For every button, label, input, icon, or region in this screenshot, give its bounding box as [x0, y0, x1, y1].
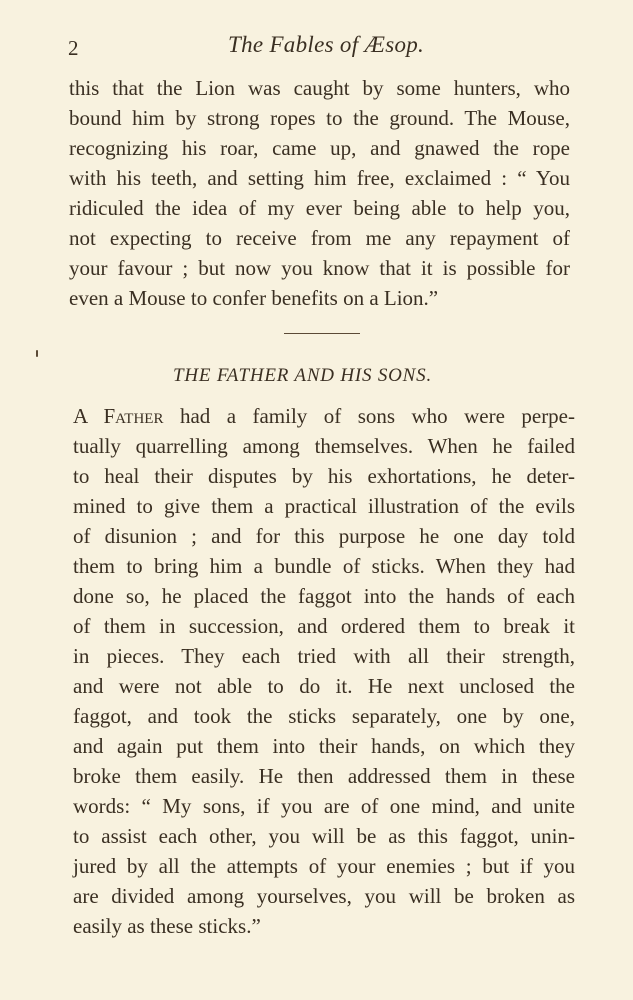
text-line: your favour ; but now you know that it is possible for: [69, 256, 570, 280]
text-line: even a Mouse to confer benefits on a Lion.”: [69, 286, 439, 310]
text-line: jured by all the attempts of your enemies ; but if you: [73, 854, 575, 878]
text-line: and again put them into their hands, on which they: [73, 734, 575, 758]
text-line: bound him by strong ropes to the ground. The Mouse,: [69, 106, 570, 130]
text-line-first: [73, 401, 575, 431]
text-line: this that the Lion was caught by some hunters, who: [69, 76, 570, 100]
text-line: recognizing his roar, came up, and gnawed the rope: [69, 136, 570, 160]
text-line: with his teeth, and setting him free, exclaimed : “ You: [69, 166, 570, 190]
first-line-rest: had a family of sons who were perpe-: [163, 404, 575, 428]
section-divider: [284, 333, 360, 334]
text-line: and were not able to do it. He next unclosed the: [73, 674, 575, 698]
opening-word: A Father: [73, 404, 164, 428]
page-number: 2: [68, 36, 79, 60]
text-line: to assist each other, you will be as this faggot, unin-: [73, 824, 575, 848]
text-line: words: “ My sons, if you are of one mind, and unite: [73, 794, 575, 818]
page-header: [0, 30, 633, 64]
fable-body: [73, 401, 575, 941]
text-line: are divided among yourselves, you will be broken as: [73, 884, 575, 908]
text-line: in pieces. They each tried with all their strength,: [73, 644, 575, 668]
running-title: The Fables of Æsop.: [228, 32, 425, 57]
text-line: broke them easily. He then addressed them in these: [73, 764, 575, 788]
text-line: to heal their disputes by his exhortations, he deter-: [73, 464, 575, 488]
fable-title: THE FATHER AND HIS SONS.: [173, 365, 433, 386]
text-line: easily as these sticks.”: [73, 914, 261, 938]
text-line: them to bring him a bundle of sticks. When they had: [73, 554, 575, 578]
print-mark: [36, 350, 38, 357]
text-line: of disunion ; and for this purpose he one day told: [73, 524, 575, 548]
text-line: mined to give them a practical illustration of the evils: [73, 494, 575, 518]
text-line: tually quarrelling among themselves. When he failed: [73, 434, 575, 458]
text-line: done so, he placed the faggot into the hands of each: [73, 584, 575, 608]
text-line: of them in succession, and ordered them to break it: [73, 614, 575, 638]
paragraph-continuation: [69, 73, 570, 313]
text-line: faggot, and took the sticks separately, one by one,: [73, 704, 575, 728]
text-line: not expecting to receive from me any repayment of: [69, 226, 570, 250]
text-line: ridiculed the idea of my ever being able to help you,: [69, 196, 570, 220]
